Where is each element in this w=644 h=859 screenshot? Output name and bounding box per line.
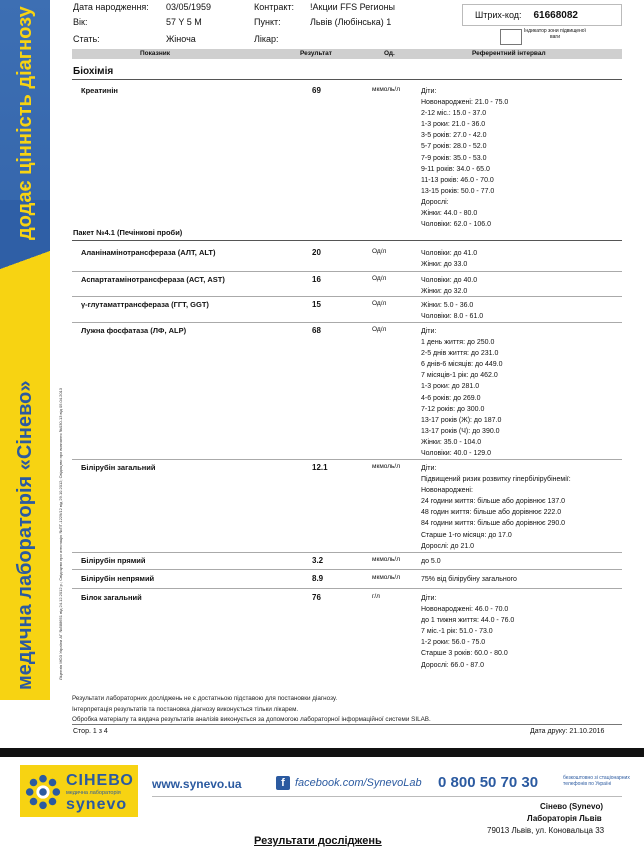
hotline-note: безкоштовно зі стаціонарних телефонів по Україні: [563, 775, 630, 787]
test-reference: [421, 248, 477, 270]
reference-line: 7-9 років: 35.0 - 53.0: [421, 154, 487, 162]
reference-line: 48 годин життя: більше або дорівнює 222.0: [421, 509, 562, 517]
test-value: 16: [312, 275, 321, 284]
reference-line: Діти:: [421, 595, 437, 602]
facebook-icon: f: [276, 776, 290, 790]
test-value: 76: [312, 593, 321, 602]
page-separator: [0, 748, 644, 757]
divider: [72, 724, 622, 725]
reference-line: 13-17 років (Ч): до 390.0: [421, 427, 500, 435]
page-number: Стор. 1 з 4: [73, 728, 108, 735]
reference-line: 4-6 років: до 269.0: [421, 394, 481, 402]
reference-line: 1 день життя: до 250.0: [421, 339, 495, 347]
test-name: Білірубін прямий: [81, 556, 146, 565]
reference-line: Чоловіки: 62.0 - 106.0: [421, 221, 491, 229]
test-reference: [421, 556, 441, 567]
table-header: [72, 49, 622, 59]
reference-line: 1-2 роки: 56.0 - 75.0: [421, 639, 486, 647]
reference-line: 5-7 років: 28.0 - 52.0: [421, 143, 487, 151]
divider: [72, 569, 622, 570]
barcode-label: Штрих-код:: [475, 10, 522, 20]
reference-line: до 1 тижня життя: 44.0 - 76.0: [421, 617, 515, 625]
package-title: Пакет №4.1 (Печінкові проби): [73, 228, 183, 237]
reference-line: Жінки: 5.0 - 36.0: [421, 302, 474, 309]
test-reference: [421, 275, 477, 297]
test-value: 69: [312, 86, 321, 95]
test-reference: [421, 86, 508, 230]
col-indicator: Показник: [140, 50, 170, 57]
barcode-box: [462, 4, 622, 26]
reference-line: 7 міс.-1 рік: 51.0 - 73.0: [421, 628, 493, 636]
weight-indicator-label: Індикатор зони підвищеної ваги: [524, 28, 586, 40]
synevo-logo: [20, 765, 138, 817]
test-unit: мкмоль/л: [372, 463, 401, 470]
reference-line: Жінки: 35.0 - 104.0: [421, 438, 482, 446]
reference-line: 84 години життя: більше або дорівнює 290.0: [421, 520, 566, 528]
contract-label: Контракт:: [254, 2, 295, 12]
test-unit: г/л: [372, 593, 380, 600]
test-reference: [421, 463, 571, 552]
dob-label: Дата народження:: [73, 2, 149, 12]
test-unit: мкмоль/л: [372, 86, 401, 93]
test-value: 8.9: [312, 574, 324, 583]
divider: [72, 271, 622, 272]
test-unit: Од/л: [372, 300, 387, 307]
lab-address: 79013 Львів, ул. Коновальца 33: [487, 826, 605, 835]
logo-ua: СІНЕВО: [66, 772, 134, 789]
results-title: Результати досліджень: [254, 835, 382, 847]
reference-line: 75% від білірубіну загального: [421, 576, 517, 583]
reference-line: Жінки: до 33.0: [421, 261, 468, 269]
footer-note: Обробка матеріалу та видача результатів аналізів виконується за допомогою лабораторної інформаційної системи SILAB.: [72, 716, 431, 723]
test-name: Лужна фосфатаза (ЛФ, ALP): [81, 326, 187, 335]
divider: [72, 296, 622, 297]
doctor-label: Лікар:: [254, 34, 279, 44]
test-name: Білок загальний: [81, 593, 142, 602]
website-link[interactable]: www.synevo.ua: [152, 777, 242, 791]
weight-indicator-square: [500, 29, 522, 45]
col-reference: Референтний інтервал: [472, 50, 546, 57]
reference-line: до 5.0: [421, 558, 441, 565]
dob-value: 03/05/1959: [166, 2, 212, 12]
reference-line: 2-5 днів життя: до 231.0: [421, 350, 499, 358]
reference-line: Жінки: 44.0 - 80.0: [421, 210, 478, 218]
test-unit: мкмоль/л: [372, 574, 401, 581]
sex-value: Жіноча: [166, 34, 196, 44]
footer-notes: [72, 694, 431, 726]
slogan-text: додає цінність діагнозу: [14, 6, 36, 240]
reference-line: 2-12 міс.: 15.0 - 37.0: [421, 110, 487, 118]
reference-line: Дорослі: до 21.0: [421, 542, 475, 550]
divider: [72, 552, 622, 553]
reference-line: 13-17 років (Ж): до 187.0: [421, 416, 502, 424]
divider: [72, 322, 622, 323]
reference-line: Чоловіки: до 40.0: [421, 277, 478, 284]
age-value: 57 Y 5 M: [166, 17, 202, 27]
age-label: Вік:: [73, 17, 88, 27]
reference-line: Чоловіки: до 41.0: [421, 250, 478, 257]
test-unit: мкмоль/л: [372, 556, 401, 563]
report-page-2: [0, 757, 644, 859]
test-reference: [421, 574, 517, 585]
test-name: γ-глутаматтрансфераза (ГГТ, GGT): [81, 300, 209, 309]
reference-line: 13-15 років: 50.0 - 77.0: [421, 187, 495, 195]
lab-name: Лабораторія Львів: [527, 814, 602, 823]
reference-line: Діти:: [421, 328, 437, 335]
reference-line: Чоловіки: 40.0 - 129.0: [421, 450, 491, 458]
test-unit: Од/л: [372, 275, 387, 282]
logo-sub: медична лабораторія: [66, 790, 121, 796]
section-title: Біохімія: [73, 66, 114, 77]
reference-line: Діти:: [421, 465, 437, 472]
reference-line: Дорослі:: [421, 198, 449, 206]
test-reference: [421, 593, 514, 671]
test-unit: Од/л: [372, 326, 387, 333]
reference-line: Жінки: до 32.0: [421, 288, 468, 296]
divider: [72, 459, 622, 460]
reference-line: 7 місяців-1 рік: до 462.0: [421, 372, 498, 380]
point-value: Львів (Любінська) 1: [310, 17, 392, 27]
reference-line: 1-3 роки: 21.0 - 36.0: [421, 121, 486, 129]
reference-line: 9-11 років: 34.0 - 65.0: [421, 165, 490, 173]
reference-line: 1-3 роки: до 281.0: [421, 383, 480, 391]
divider: [72, 588, 622, 589]
sex-label: Стать:: [73, 34, 100, 44]
test-name: Білірубін загальний: [81, 463, 156, 472]
reference-line: 24 години життя: більше або дорівнює 137.0: [421, 498, 566, 506]
reference-line: 3-5 років: 27.0 - 42.0: [421, 132, 487, 140]
test-value: 3.2: [312, 556, 324, 565]
test-reference: [421, 300, 483, 322]
test-value: 20: [312, 248, 321, 257]
col-unit: Од.: [384, 50, 395, 57]
divider: [72, 79, 622, 80]
reference-line: Старше 3 років: 60.0 - 80.0: [421, 650, 508, 658]
col-result: Результат: [300, 50, 332, 57]
divider: [152, 796, 622, 797]
reference-line: Новонароджені: 21.0 - 75.0: [421, 99, 509, 107]
company-name: Сінево (Synevo): [540, 802, 603, 811]
test-name: Аспартатамінотрансфераза (АСТ, AST): [81, 275, 225, 284]
reference-line: 6 днів-6 місяців: до 449.0: [421, 361, 503, 369]
brand-vertical-text: медична лабораторія «Сінево»: [14, 380, 36, 690]
test-value: 15: [312, 300, 321, 309]
flower-logo-icon: [24, 773, 62, 811]
licence-text: Ліцензія МОЗ України АГ №588651 від 24.12.2012 р.; Свідоцтво про атестацію №ПТ-1229/12 від 29.10.2012; Свідоцтво про визнання №030-13 від 05.04.2013: [58, 387, 63, 680]
facebook-link[interactable]: facebook.com/SynevoLab: [295, 777, 422, 789]
reference-line: Старше 1-го місяця: до 17.0: [421, 531, 512, 539]
reference-line: Діти:: [421, 88, 437, 95]
reference-line: Дорослі: 66.0 - 87.0: [421, 661, 484, 669]
logo-en: synevo: [66, 796, 128, 813]
test-name: Креатинін: [81, 86, 118, 95]
footer-note: Інтерпретація результатів та постановка діагнозу виконується тільки лікарем.: [72, 705, 299, 713]
reference-line: 11-13 років: 46.0 - 70.0: [421, 176, 494, 184]
test-name: Білірубін непрямий: [81, 574, 155, 583]
reference-line: Новонароджені:: [421, 487, 473, 495]
test-unit: Од/л: [372, 248, 387, 255]
test-value: 12.1: [312, 463, 328, 472]
print-date: Дата друку: 21.10.2016: [530, 728, 605, 735]
reference-line: Підвищений ризик розвитку гіпербілірубінемії:: [421, 476, 571, 484]
reference-line: Новонароджені: 46.0 - 70.0: [421, 606, 509, 614]
footer-note: Результати лабораторних досліджень не є достатньою підставою для постановки діагнозу.: [72, 695, 338, 702]
test-name: Аланінамінотрансфераза (АЛТ, ALT): [81, 248, 216, 257]
divider: [72, 240, 622, 241]
barcode-value: 61668082: [533, 9, 578, 21]
point-label: Пункт:: [254, 17, 281, 27]
contract-value: !Акции FFS Регионы: [310, 2, 396, 12]
hotline-phone: 0 800 50 70 30: [438, 774, 539, 791]
reference-line: Чоловіки: 8.0 - 61.0: [421, 313, 484, 321]
test-reference: [421, 326, 503, 459]
reference-line: 7-12 років: до 300.0: [421, 405, 485, 413]
test-value: 68: [312, 326, 321, 335]
